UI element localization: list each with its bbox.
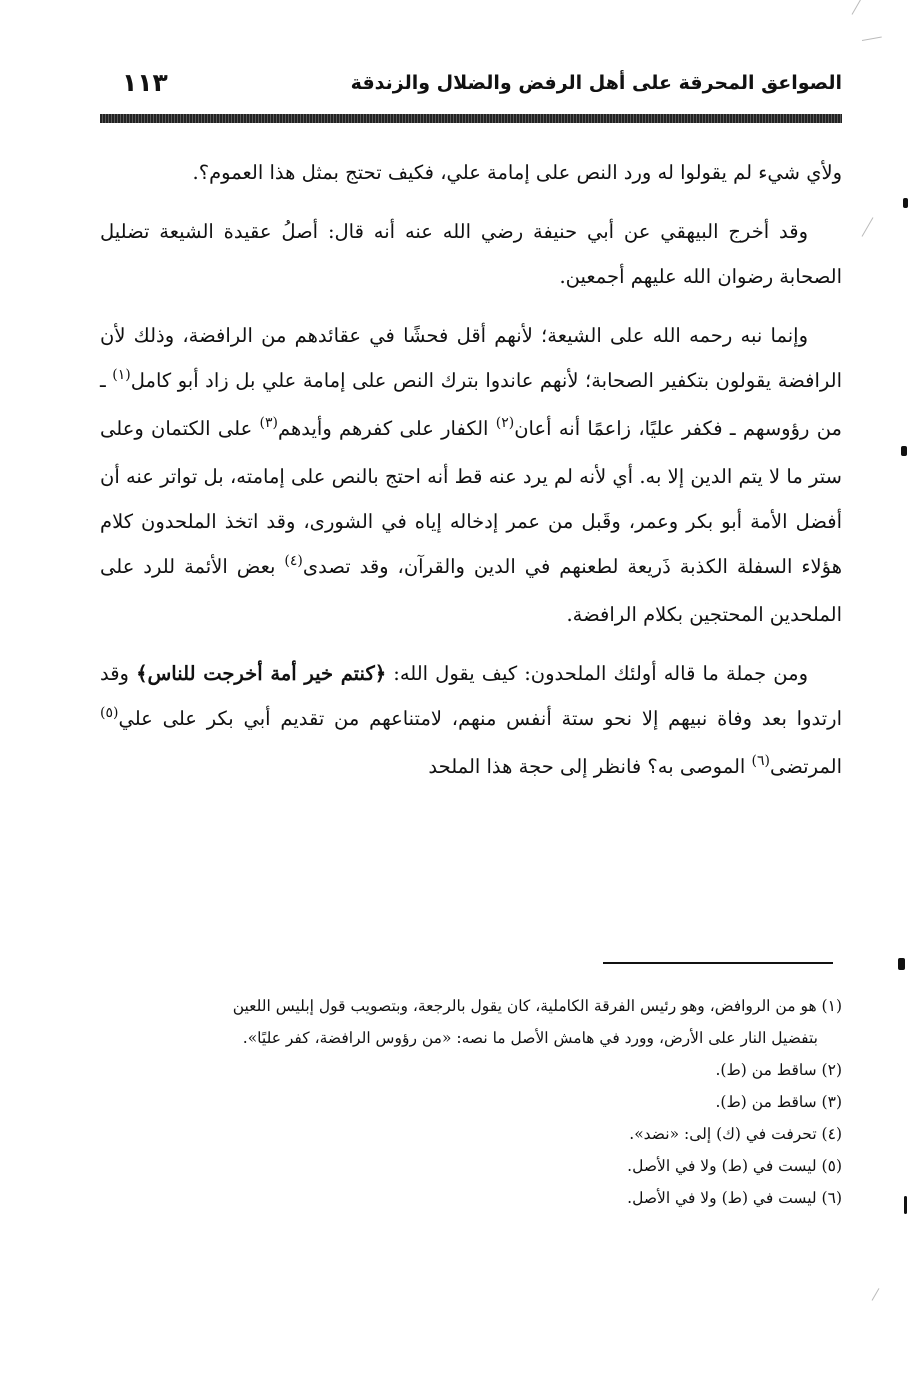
footnote-ref-2: (٢): [495, 415, 515, 431]
scan-scratch: [872, 1288, 880, 1301]
footnote-ref-1: (١): [112, 367, 131, 383]
footnote-5: (٥) ليست في (ط) ولا في الأصل.: [627, 1157, 842, 1175]
footnote-1-line-2: بتفضيل النار على الأرض، وورد في هامش الأصل ما نصه: «من رؤوس الرافضة، كفر عليًا».: [242, 1029, 818, 1047]
scan-speck: [903, 198, 908, 208]
footnote-separator: [603, 962, 833, 964]
footnote-ref-6: (٦): [751, 753, 771, 769]
scan-speck: [898, 958, 905, 970]
quran-verse: ﴿كنتم خير أمة أخرجت للناس﴾: [136, 662, 387, 685]
footnote-2: (٢) ساقط من (ط).: [715, 1061, 842, 1079]
footnote-1-line-1: (١) هو من الروافض، وهو رئيس الفرقة الكاملية، كان يقول بالرجعة، وبتصويب قول إبليس اللعين: [232, 997, 842, 1015]
footnote-3: (٣) ساقط من (ط).: [715, 1093, 842, 1111]
footnote-ref-5: (٥): [100, 705, 119, 721]
scan-scratch: [862, 37, 882, 41]
scan-speck: [904, 1196, 907, 1214]
paragraph-3-text: ـ من رؤوسهم ـ فكفر عليًا، زاعمًا أنه أعان: [100, 369, 842, 440]
footnote-1: [100, 990, 842, 1054]
main-text: [100, 150, 842, 806]
paragraph-3-text: وإنما نبه رحمه الله على الشيعة؛ لأنهم أقل فحشًا في عقائدهم من الرافضة، وذلك لأن الرافضة يقولون بتكفير الصحابة؛ لأنهم عاندوا بترك النص على إمامة علي بل زاد أبو كامل: [100, 324, 842, 392]
paragraph-4-text: الموصى به؟ فانظر إلى حجة هذا الملحد: [428, 755, 752, 778]
paragraph-4-text: وقد ارتدوا بعد وفاة نبيهم إلا نحو ستة أنفس منهم، لامتناعهم من تقديم أبي بكر على علي: [100, 662, 842, 730]
running-header: [100, 66, 842, 108]
scan-speck: [901, 446, 907, 456]
footnote-ref-4: (٤): [284, 553, 303, 569]
running-header-title: الصواعق المحرقة على أهل الرفض والضلال والزندقة: [350, 72, 842, 94]
paragraph-3-text: الكفار على كفرهم وأيدهم: [277, 417, 496, 440]
scan-scratch: [852, 0, 864, 15]
footnote-ref-3: (٣): [259, 415, 278, 431]
header-rule: [100, 114, 842, 123]
paragraph-3: [100, 313, 842, 637]
page-number: ١١٣: [122, 68, 168, 97]
paragraph-3-text: على الكتمان وعلى ستر ما لا يتم الدين إلا به. أي لأنه لم يرد عنه قط أنه احتج بالنص على إمامته، بل تواتر عنه أن أفضل الأمة أبو بكر وعمر، وقَبل من عمر إدخاله إياه في الشورى، وقد اتخذ الملحدون كلام هؤلاء السفلة الكذبة ذَريعة لطعنهم في الدين والقرآن، وقد تصدى: [100, 417, 842, 578]
paragraph-2: وقد أخرج البيهقي عن أبي حنيفة رضي الله عنه أنه قال: أصلُ عقيدة الشيعة تضليل الصحابة رضوان الله عليهم أجمعين.: [100, 220, 842, 288]
paragraph-4: [100, 651, 842, 792]
footnote-6: (٦) ليست في (ط) ولا في الأصل.: [627, 1189, 842, 1207]
paragraph-3-text: بعض الأئمة للرد على الملحدين المحتجين بكلام الرافضة.: [100, 555, 842, 626]
paragraph-4-text: ومن جملة ما قاله أولئك الملحدون: كيف يقول الله:: [386, 662, 808, 685]
scan-scratch: [862, 217, 874, 237]
footnotes: [100, 990, 842, 1214]
paragraph-1: ولأي شيء لم يقولوا له ورد النص على إمامة علي، فكيف تحتج بمثل هذا العموم؟.: [192, 161, 842, 184]
paragraph-4-text: المرتضى: [770, 755, 842, 778]
footnote-4: (٤) تحرفت في (ك) إلى: «نضد».: [629, 1125, 842, 1143]
